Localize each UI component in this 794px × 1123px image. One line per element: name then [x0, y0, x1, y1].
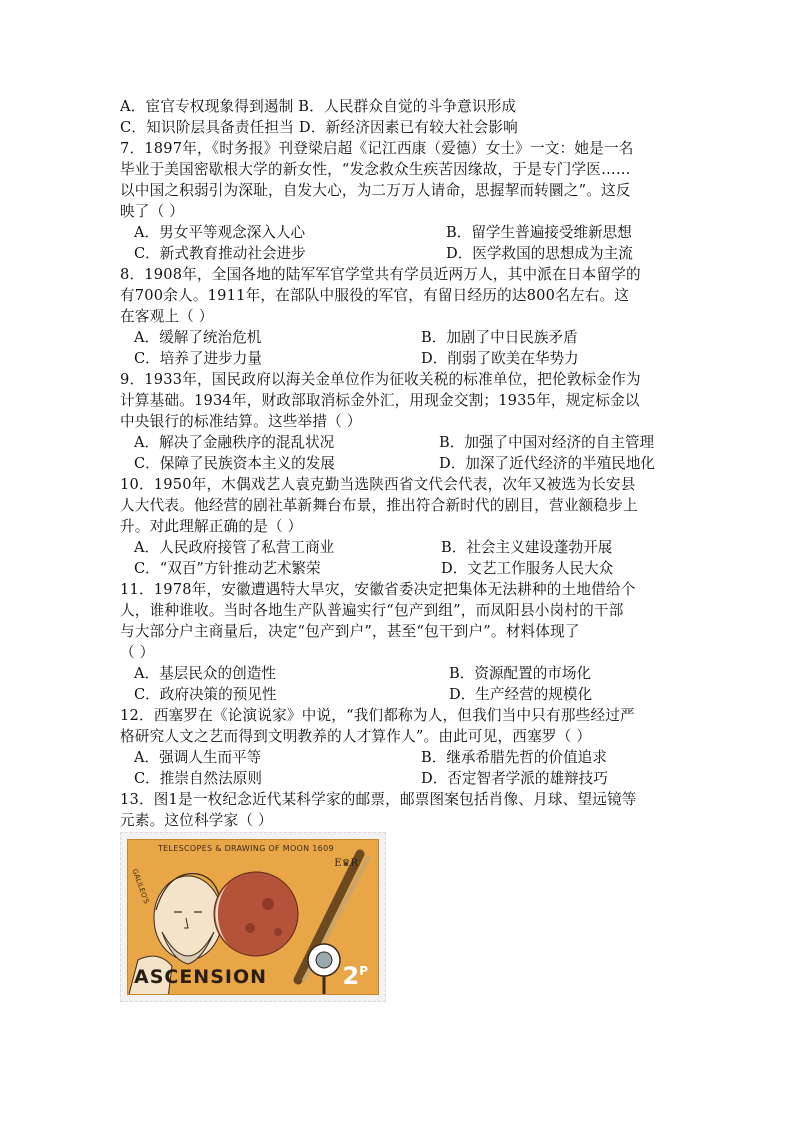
royal-cipher: E♛R	[334, 858, 358, 869]
text-line: 13．图1是一枚纪念近代某科学家的邮票，邮票图案包括肖像、月球、望远镜等	[120, 791, 637, 808]
text-line: 元素。这位科学家（ ）	[120, 812, 273, 829]
figure-1-stamp	[120, 832, 386, 1002]
text-line: 12．西塞罗在《论演说家》中说，“我们都称为人，但我们当中只有那些经过严	[120, 707, 635, 724]
text-line: 在客观上（ ）	[120, 308, 214, 325]
text-line: A．宦官专权现象得到遏制 B．人民群众自觉的斗争意识形成	[120, 98, 517, 115]
stamp-title: TELESCOPES & DRAWING OF MOON 1609	[158, 844, 334, 853]
answer-option: B．社会主义建设蓬勃开展	[441, 539, 613, 556]
answer-option: A．缓解了统治危机	[134, 329, 262, 346]
answer-option: D．加深了近代经济的半殖民地化	[439, 455, 656, 472]
answer-option: A．强调人生而平等	[134, 749, 262, 766]
text-line: 8．1908年，全国各地的陆军军官学堂共有学员近两万人，其中派在日本留学的	[120, 266, 641, 283]
moon-drawing	[214, 872, 298, 956]
answer-option: C．推崇自然法原则	[134, 770, 262, 787]
text-line: 与大部分户主商量后，决定“包产到户”，甚至“包干到户”。材料体现了	[120, 623, 580, 640]
answer-option: D．生产经营的规模化	[449, 686, 593, 703]
answer-option: C．“双百”方针推动艺术繁荣	[134, 560, 321, 577]
answer-option: B．资源配置的市场化	[449, 665, 592, 682]
answer-option: A．解决了金融秩序的混乱状况	[134, 434, 335, 451]
answer-option: B．加强了中国对经济的自主管理	[439, 434, 655, 451]
answer-option: B．继承希腊先哲的价值追求	[421, 749, 607, 766]
text-line: 7．1897年，《时务报》刊登梁启超《记江西康（爱德）女士》一文：她是一名	[120, 140, 634, 157]
text-line: 11．1978年，安徽遭遇特大旱灾，安徽省委决定把集体无法耕种的土地借给个	[120, 581, 636, 598]
stamp-value	[343, 962, 369, 990]
answer-option: D．医学救国的思想成为主流	[446, 245, 633, 262]
text-line: 计算基础。1934年，财政部取消标金外汇，用现金交割；1935年，规定标金以	[120, 392, 640, 409]
answer-option: D．削弱了欧美在华势力	[421, 350, 579, 367]
text-line: 有700余人。1911年，在部队中服役的军官，有留日经历的达800名左右。这	[120, 287, 630, 304]
answer-option: A．人民政府接管了私营工商业	[134, 539, 335, 556]
text-line: 映了（ ）	[120, 203, 185, 220]
stamp-vertical-label: GALILEO'S	[130, 868, 151, 905]
stamp-face	[127, 839, 379, 995]
text-line: 人大代表。他经营的剧社革新舞台布景，推出符合新时代的剧目，营业额稳步上	[120, 497, 638, 514]
answer-option: C．培养了进步力量	[134, 350, 262, 367]
text-line: C．知识阶层具备责任担当 D．新经济因素已有较大社会影响	[120, 119, 518, 136]
text-line: 毕业于美国密歇根大学的新女性，“发念救众生疾苦因缘故，于是专门学医……	[120, 161, 631, 178]
text-line: 升。对此理解正确的是（ ）	[120, 518, 303, 535]
answer-option: A．基层民众的创造性	[134, 665, 276, 682]
answer-option: C．政府决策的预见性	[134, 686, 277, 703]
text-line: 格研究人文之艺而得到文明教养的人才算作人”。由此可见，西塞罗（ ）	[120, 728, 592, 745]
answer-option: A．男女平等观念深入人心	[134, 224, 306, 241]
stamp-value-number: 2	[342, 962, 360, 990]
text-line: 9．1933年，国民政府以海关金单位作为征收关税的标准单位，把伦敦标金作为	[120, 371, 641, 388]
answer-option: B．加剧了中日民族矛盾	[421, 329, 578, 346]
text-line: （ ）	[120, 644, 155, 661]
text-line: 中央银行的标准结算。这些举措（ ）	[120, 413, 362, 430]
answer-option: D．文艺工作服务人民大众	[441, 560, 614, 577]
text-line: 人，谁种谁收。当时各地生产队普遍实行“包产到组”，而凤阳县小岗村的干部	[120, 602, 624, 619]
text-line: 以中国之积弱引为深耻，自发大心，为二万万人请命，思握挈而转圜之”。这反	[120, 182, 631, 199]
answer-option: C．新式教育推动社会进步	[134, 245, 306, 262]
answer-option: C．保障了民族资本主义的发展	[134, 455, 335, 472]
text-line: 10．1950年，木偶戏艺人袁克勤当选陕西省文代会代表，次年又被选为长安县	[120, 476, 636, 493]
answer-option: D．否定智者学派的雄辩技巧	[421, 770, 608, 787]
stamp-country: ASCENSION	[134, 966, 268, 988]
stamp-value-unit: P	[359, 964, 368, 978]
answer-option: B．留学生普遍接受维新思想	[446, 224, 632, 241]
